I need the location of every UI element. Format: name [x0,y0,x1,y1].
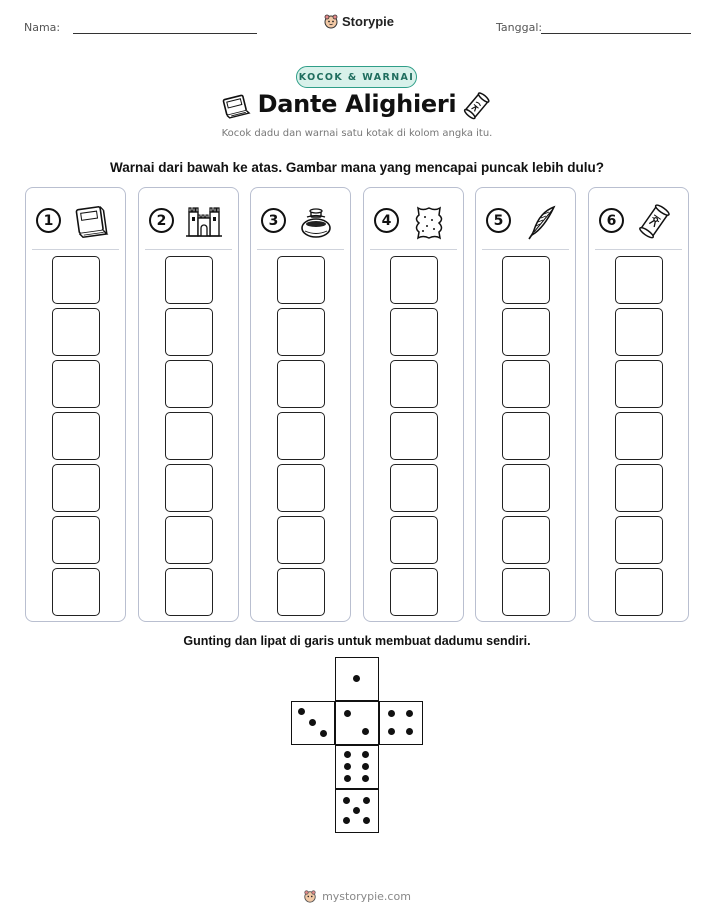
color-box[interactable] [52,464,100,512]
dice-face-6 [335,745,379,789]
color-box[interactable] [615,412,663,460]
ink-pot-icon [295,202,337,242]
dice-pip [353,675,360,682]
dice-pip [362,763,369,770]
column-number: 3 [261,208,286,233]
cut-instruction: Gunting dan lipat di garis untuk membuat dadumu sendiri. [183,634,531,648]
dice-pip [362,775,369,782]
color-box[interactable] [165,360,213,408]
dice-pip [406,728,413,735]
column-number: 2 [149,208,174,233]
color-box[interactable] [502,412,550,460]
page-title: Dante Alighieri [257,90,457,118]
dice-column-3 [250,187,351,622]
color-box[interactable] [277,360,325,408]
color-box[interactable] [277,464,325,512]
dice-pip [388,710,395,717]
dice-face-2 [335,701,379,745]
dice-column-4 [363,187,464,622]
name-line[interactable] [73,33,257,34]
color-box[interactable] [390,256,438,304]
name-label: Nama: [24,21,61,34]
color-box[interactable] [165,568,213,616]
color-box[interactable] [277,516,325,564]
column-number: 5 [486,208,511,233]
dice-pip [343,797,350,804]
color-box[interactable] [390,412,438,460]
footer [0,889,714,903]
brand-logo [323,13,394,29]
color-box[interactable] [52,516,100,564]
color-box[interactable] [615,360,663,408]
dice-pip [320,730,327,737]
scroll-icon [633,202,675,242]
book-icon [70,202,112,242]
color-box[interactable] [615,516,663,564]
dice-pip [298,708,305,715]
dice-column-6 [588,187,689,622]
color-box[interactable] [502,308,550,356]
dice-pip [363,817,370,824]
date-line[interactable] [541,33,691,34]
color-box[interactable] [165,464,213,512]
column-divider [595,249,682,250]
dice-pip [353,807,360,814]
dice-face-5 [335,789,379,833]
color-box[interactable] [52,256,100,304]
dice-column-5 [475,187,576,622]
column-number: 6 [599,208,624,233]
dice-pip [363,797,370,804]
color-box[interactable] [277,568,325,616]
dice-face-1 [335,657,379,701]
activity-badge: KOCOK & WARNAI [296,66,417,88]
color-box[interactable] [277,256,325,304]
color-box[interactable] [615,568,663,616]
color-box[interactable] [52,412,100,460]
brand-name: Storypie [342,13,395,29]
column-number: 4 [374,208,399,233]
parchment-hide-icon [408,202,450,242]
color-box[interactable] [390,360,438,408]
dice-pip [344,763,351,770]
dice-pip [344,710,351,717]
color-box[interactable] [52,360,100,408]
color-box[interactable] [52,568,100,616]
color-box[interactable] [165,256,213,304]
color-box[interactable] [502,516,550,564]
color-box[interactable] [390,516,438,564]
dice-pip [343,817,350,824]
quill-feather-icon [520,202,562,242]
color-box[interactable] [390,464,438,512]
color-box[interactable] [390,568,438,616]
color-box[interactable] [52,308,100,356]
dice-face-3 [291,701,335,745]
castle-icon [183,202,225,242]
color-box[interactable] [165,412,213,460]
dice-pip [309,719,316,726]
storypie-mascot-icon [323,13,339,29]
color-box[interactable] [502,464,550,512]
dice-pip [344,751,351,758]
dice-column-2 [138,187,239,622]
color-box[interactable] [502,568,550,616]
footer-url: mystorypie.com [322,889,411,903]
column-divider [370,249,457,250]
dice-pip [362,728,369,735]
date-label: Tanggal: [496,21,543,34]
column-number: 1 [36,208,61,233]
color-box[interactable] [165,516,213,564]
color-box[interactable] [615,464,663,512]
dice-pip [344,775,351,782]
color-box[interactable] [502,360,550,408]
column-divider [32,249,119,250]
dice-pip [388,728,395,735]
color-box[interactable] [277,308,325,356]
color-box[interactable] [277,412,325,460]
instruction-text: Warnai dari bawah ke atas. Gambar mana yang mencapai puncak lebih dulu? [110,160,604,175]
color-box[interactable] [165,308,213,356]
scroll-icon [461,91,493,123]
storypie-mascot-icon [303,889,317,903]
dice-face-4 [379,701,423,745]
color-box[interactable] [502,256,550,304]
color-box[interactable] [390,308,438,356]
dice-column-1 [25,187,126,622]
column-divider [257,249,344,250]
dice-pip [406,710,413,717]
color-box[interactable] [615,256,663,304]
column-divider [145,249,232,250]
color-box[interactable] [615,308,663,356]
dice-pip [362,751,369,758]
page-subtitle: Kocok dadu dan warnai satu kotak di kolom angka itu. [221,128,493,139]
column-divider [482,249,569,250]
